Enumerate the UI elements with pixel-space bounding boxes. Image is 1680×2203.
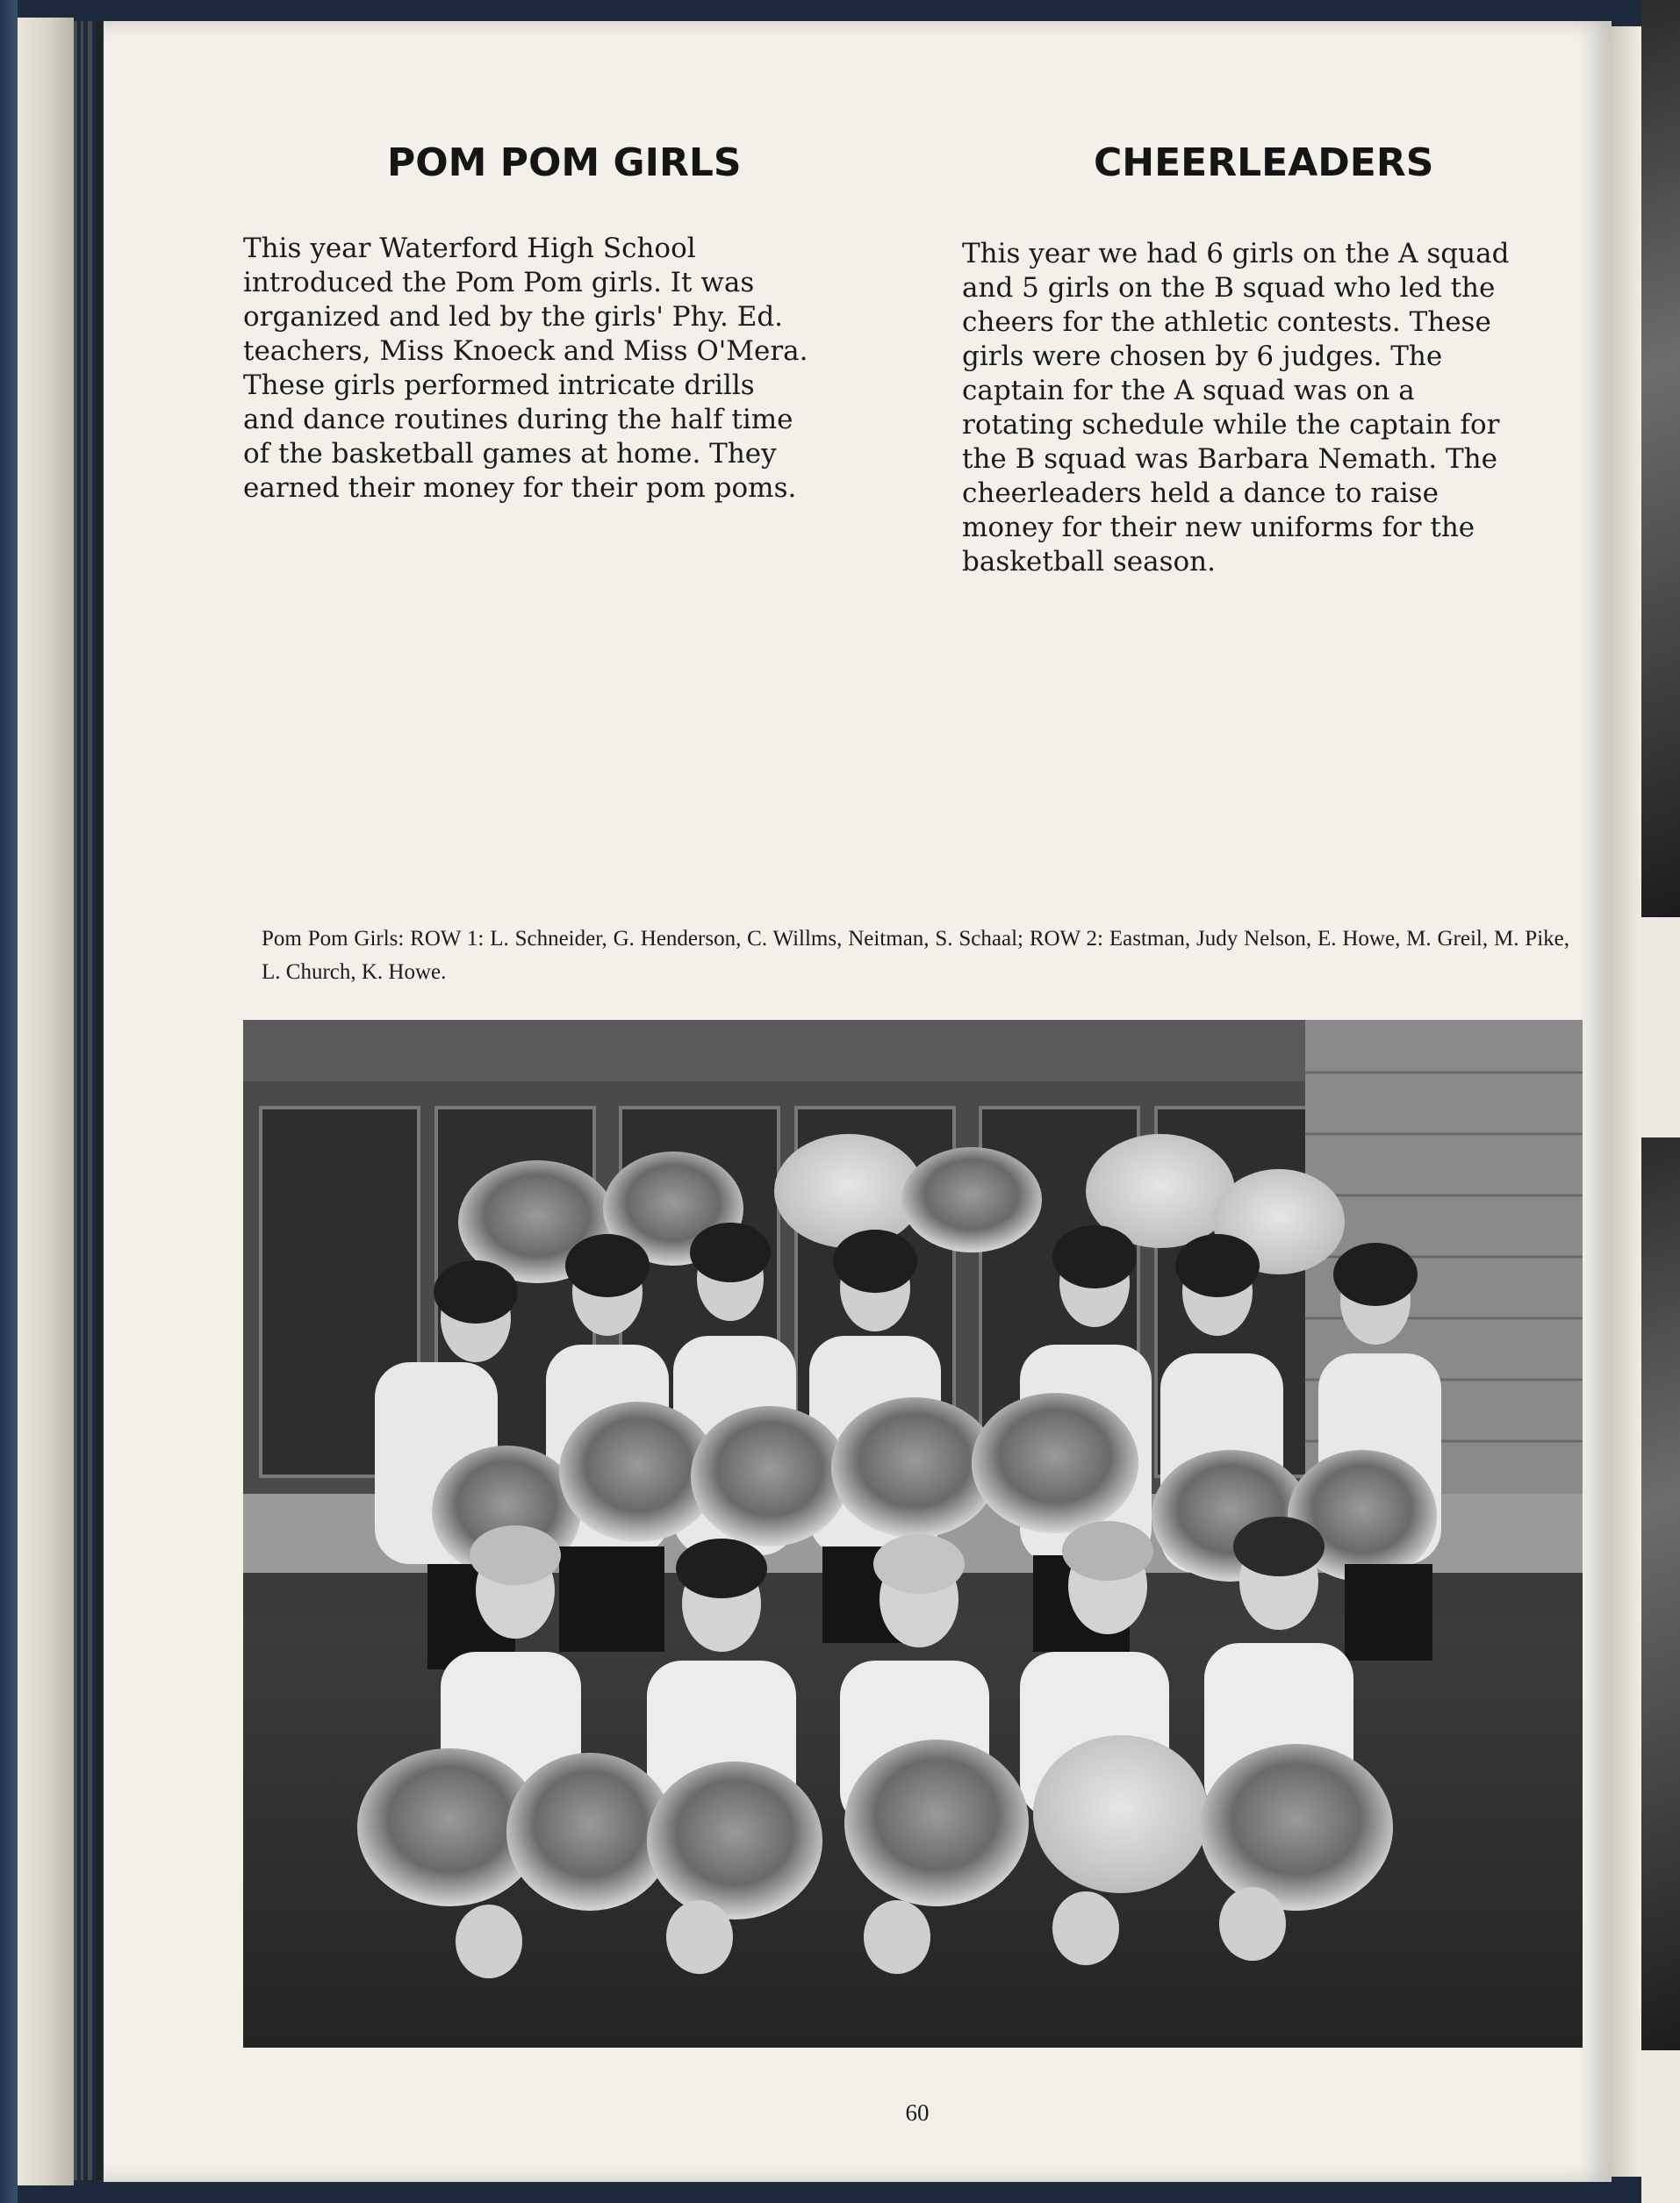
page-leaf-edge	[97, 21, 102, 2180]
book-cover-edge	[0, 0, 18, 2203]
group-photo-illustration	[243, 1020, 1583, 2048]
pom-pom-girls-photo	[243, 1020, 1583, 2048]
next-page-edge	[1612, 26, 1641, 2177]
page-leaf-edge	[88, 21, 92, 2180]
cheerleaders-paragraph: This year we had 6 girls on the A squad and 5 girls on the B squad who led the cheers for the athletic contests. These girls were chosen by 6 judges. The captain for the A squad was on a rotating schedule while the captain for the B squad was Barbara Nemath. The cheerleaders held a dance to raise money for their new uniforms for the basketball season.	[962, 238, 1510, 578]
cheerleaders-heading: CHEERLEADERS	[1094, 140, 1434, 185]
pom-pom-girls-paragraph: This year Waterford High School introduced the Pom Pom girls. It was organized and led by the girls' Phy. Ed. teachers, Miss Knoeck and Miss O'Mera. These girls performed intricate drills and dance routines during the half time of the basketball games at home. They earned their money for their pom poms.	[243, 233, 808, 504]
page-leaf-edge	[81, 21, 83, 2180]
page-gutter	[18, 18, 74, 2185]
adjacent-photo	[1641, 1137, 1680, 2050]
adjacent-photo	[1641, 0, 1680, 917]
photo-caption: Pom Pom Girls: ROW 1: L. Schneider, G. Henderson, C. Willms, Neitman, S. Schaal; ROW 2: Eastman, Judy Nelson, E. Howe, M. Greil, M. Pike, L. Church, K. Howe.	[262, 927, 1569, 984]
pom-pom-girls-heading: POM POM GIRLS	[387, 140, 742, 185]
page-number: 60	[905, 2099, 930, 2126]
page-leaf-edge	[74, 21, 77, 2180]
